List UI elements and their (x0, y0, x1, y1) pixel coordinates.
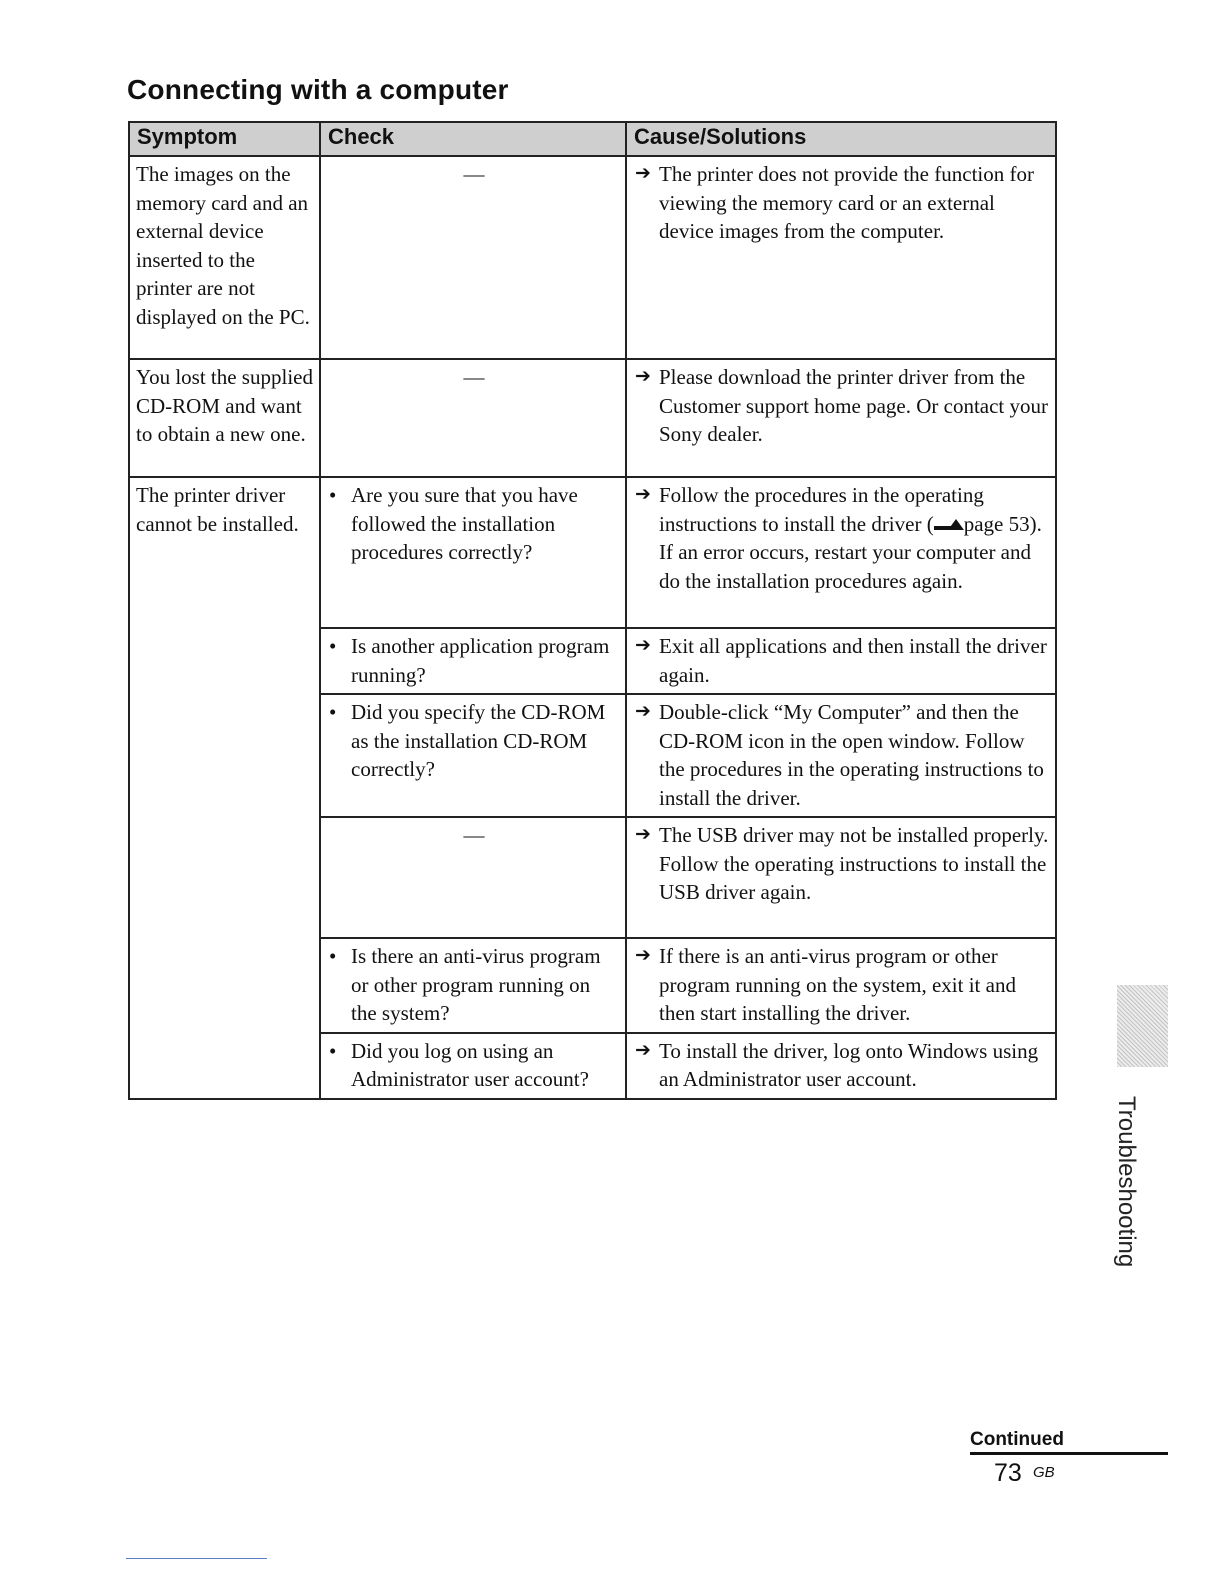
symptom-cell: The printer driver cannot be installed. (129, 477, 320, 1099)
check-cell: — (320, 817, 626, 938)
check-cell (320, 938, 626, 1033)
check-text: Is there an anti-virus program or other program running on the system? (351, 944, 601, 1025)
solution-text: The USB driver may not be installed properly. Follow the operating instructions to install the USB driver again. (659, 823, 1049, 904)
solution-text: Follow the procedures in the operating instructions to install the driver ( (659, 483, 984, 536)
solution-text: If there is an anti-virus program or other program running on the system, exit it and then start installing the driver. (659, 944, 1016, 1025)
arrow-icon: ➔ (635, 1039, 651, 1061)
solution-cell (626, 1033, 1056, 1099)
solution-text: Please download the printer driver from the Customer support home page. Or contact your Sony dealer. (659, 365, 1048, 446)
solution-cell (626, 694, 1056, 817)
header-cause-solutions: Cause/Solutions (626, 122, 1056, 156)
check-cell: — (320, 359, 626, 477)
table-row (129, 156, 1056, 359)
arrow-icon: ➔ (635, 484, 651, 505)
section-side-label: Troubleshooting (1113, 1096, 1140, 1268)
section-tab-marker (1117, 985, 1168, 1067)
check-text: Are you sure that you have followed the installation procedures correctly? (351, 483, 578, 564)
page-reference-arrow-icon (934, 517, 964, 531)
table-row (129, 477, 1056, 628)
table-header-row (129, 122, 1056, 156)
bullet-icon: • (329, 483, 337, 507)
check-cell (320, 1033, 626, 1099)
solution-text: To install the driver, log onto Windows using an Administrator user account. (659, 1038, 1039, 1091)
page-title: Connecting with a computer (127, 74, 509, 105)
solution-text: Exit all applications and then install the driver again. (659, 634, 1047, 687)
solution-cell (626, 156, 1056, 359)
table-row (129, 359, 1056, 477)
bullet-icon: • (329, 634, 337, 658)
check-cell (320, 628, 626, 694)
arrow-icon: ➔ (635, 701, 651, 722)
page-suffix: GB (1033, 1464, 1055, 1481)
solution-text: page 53). If an error occurs, restart your computer and do the installation procedures again. (659, 511, 1042, 593)
solution-cell (626, 817, 1056, 938)
arrow-icon: ➔ (635, 635, 651, 656)
continued-label: Continued (970, 1429, 1064, 1450)
solution-text: Double-click “My Computer” and then the CD-ROM icon in the open window. Follow the procedures in the operating instructions to install the driver. (659, 700, 1044, 810)
footer-divider (126, 1558, 267, 1559)
troubleshooting-table (128, 121, 1057, 1100)
header-symptom: Symptom (129, 122, 320, 156)
check-text: Did you log on using an Administrator user account? (351, 1038, 589, 1091)
footer-rule (970, 1452, 1168, 1455)
solution-cell (626, 938, 1056, 1033)
check-text: Did you specify the CD-ROM as the installation CD-ROM correctly? (351, 700, 606, 781)
header-check: Check (320, 122, 626, 156)
arrow-icon: ➔ (635, 824, 651, 845)
solution-cell (626, 628, 1056, 694)
symptom-cell: You lost the supplied CD-ROM and want to obtain a new one. (129, 359, 320, 477)
bullet-icon: • (329, 944, 337, 968)
arrow-icon: ➔ (635, 163, 651, 184)
symptom-cell: The images on the memory card and an external device inserted to the printer are not displayed on the PC. (129, 156, 320, 359)
bullet-icon: • (329, 700, 337, 724)
page-number: 73 (994, 1459, 1022, 1487)
solution-text: The printer does not provide the function for viewing the memory card or an external device images from the computer. (659, 162, 1034, 243)
check-cell (320, 477, 626, 628)
arrow-icon: ➔ (635, 945, 651, 966)
check-cell (320, 694, 626, 817)
check-cell: — (320, 156, 626, 359)
solution-cell (626, 477, 1056, 628)
bullet-icon: • (329, 1038, 337, 1063)
check-text: Is another application program running? (351, 634, 610, 687)
solution-cell (626, 359, 1056, 477)
arrow-icon: ➔ (635, 366, 651, 387)
